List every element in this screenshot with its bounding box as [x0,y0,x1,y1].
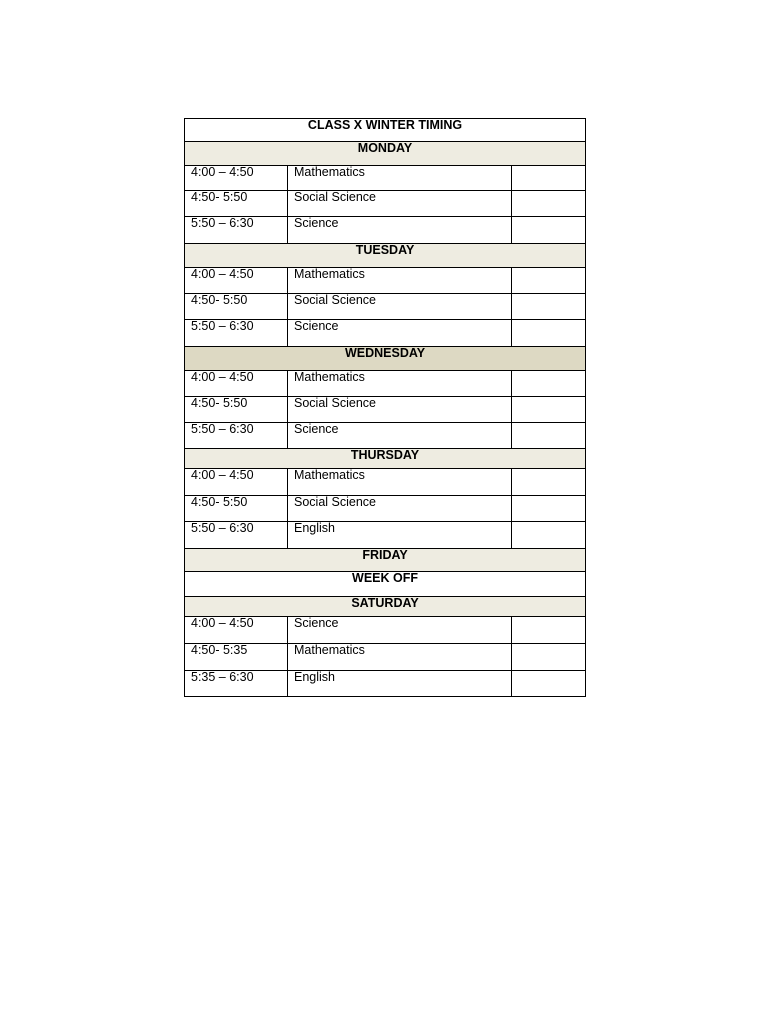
period-time: 4:00 – 4:50 [185,469,288,496]
period-note [512,217,586,244]
period-note [512,268,586,294]
period-subject: Mathematics [288,166,512,191]
period-note [512,423,586,449]
week-off-label: WEEK OFF [185,572,586,597]
period-subject: Social Science [288,496,512,522]
period-time: 4:50- 5:35 [185,644,288,671]
day-header-thursday: THURSDAY [185,449,586,469]
period-subject: Mathematics [288,469,512,496]
day-header-wednesday: WEDNESDAY [185,347,586,371]
table-row [185,469,586,496]
period-time: 5:50 – 6:30 [185,522,288,549]
period-subject: Mathematics [288,644,512,671]
table-row [185,522,586,549]
period-subject: Mathematics [288,371,512,397]
table-row [185,496,586,522]
period-time: 4:50- 5:50 [185,294,288,320]
day-header-friday: FRIDAY [185,549,586,572]
day-header-row [185,347,586,371]
period-subject: Mathematics [288,268,512,294]
period-time: 4:50- 5:50 [185,496,288,522]
day-header-monday: MONDAY [185,142,586,166]
day-header-saturday: SATURDAY [185,597,586,617]
day-header-tuesday: TUESDAY [185,244,586,268]
period-subject: English [288,522,512,549]
day-header-row [185,244,586,268]
timetable [184,118,586,697]
period-time: 4:00 – 4:50 [185,268,288,294]
table-row [185,617,586,644]
period-note [512,644,586,671]
period-note [512,671,586,697]
title-row [185,119,586,142]
period-subject: Social Science [288,191,512,217]
day-header-row [185,142,586,166]
period-subject: Social Science [288,397,512,423]
period-note [512,469,586,496]
period-note [512,371,586,397]
table-row [185,671,586,697]
period-subject: Science [288,423,512,449]
table-row [185,166,586,191]
period-note [512,522,586,549]
table-row [185,217,586,244]
day-header-row [185,597,586,617]
period-subject: Science [288,217,512,244]
period-time: 4:00 – 4:50 [185,617,288,644]
table-row [185,191,586,217]
period-time: 5:50 – 6:30 [185,423,288,449]
period-subject: Science [288,320,512,347]
table-row [185,371,586,397]
table-row [185,268,586,294]
period-note [512,191,586,217]
table-row [185,644,586,671]
timetable-title: CLASS X WINTER TIMING [185,119,586,142]
period-time: 4:00 – 4:50 [185,166,288,191]
period-time: 5:35 – 6:30 [185,671,288,697]
period-note [512,166,586,191]
period-subject: Science [288,617,512,644]
period-note [512,397,586,423]
day-header-row [185,449,586,469]
week-off-row [185,572,586,597]
table-row [185,294,586,320]
day-header-row [185,549,586,572]
table-row [185,397,586,423]
period-time: 4:50- 5:50 [185,191,288,217]
period-time: 4:50- 5:50 [185,397,288,423]
period-note [512,320,586,347]
period-note [512,294,586,320]
period-time: 5:50 – 6:30 [185,320,288,347]
timetable-sheet [184,118,585,697]
period-subject: English [288,671,512,697]
period-subject: Social Science [288,294,512,320]
period-note [512,496,586,522]
period-time: 4:00 – 4:50 [185,371,288,397]
period-note [512,617,586,644]
table-row [185,423,586,449]
period-time: 5:50 – 6:30 [185,217,288,244]
table-row [185,320,586,347]
